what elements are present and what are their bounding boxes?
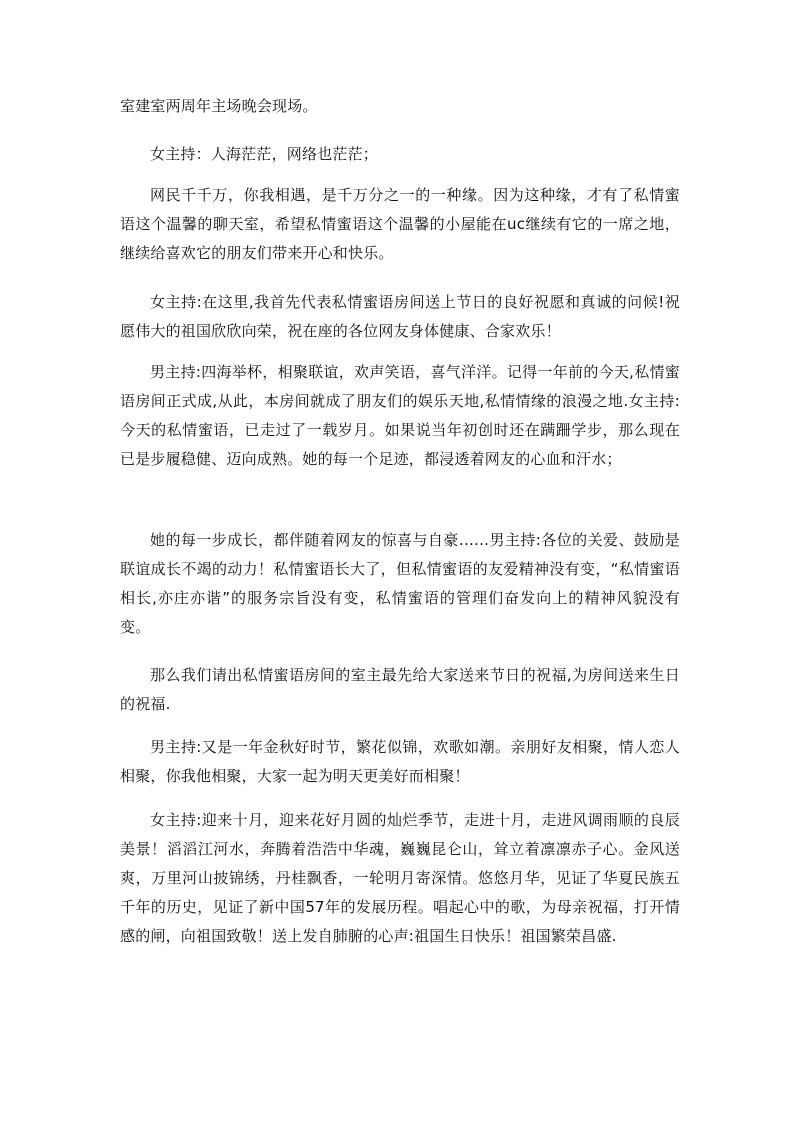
paragraph-room-owner: 那么我们请出私情蜜语房间的室主最先给大家送来节日的祝福,为房间送来生日的祝福. (120, 666, 680, 713)
paragraph-male-host-autumn: 男主持:又是一年金秋好时节，繁花似锦，欢歌如潮。亲朋好友相聚，情人恋人相聚，你我他相聚，大家一起为明天更美好而相聚！ (120, 738, 680, 785)
paragraph-male-host-toast: 男主持:四海举杯，相聚联谊，欢声笑语，喜气洋洋。记得一年前的今天,私情蜜语房间正式成,从此，本房间就成了朋友们的娱乐天地,私情情缘的浪漫之地.女主持:今天的私情蜜语，已走过了一载岁月。如果说当年初创时还在蹒跚学步，那么现在已是步履稳健、迈向成熟。她的每一个足迹，都浸透着网友的心血和汗水； (120, 363, 680, 468)
paragraph-female-host-greeting: 女主持:在这里,我首先代表私情蜜语房间送上节日的良好祝愿和真诚的问候!祝愿伟大的祖国欣欣向荣，祝在座的各位网友身体健康、合家欢乐！ (120, 293, 680, 340)
paragraph-netizens: 网民千千万，你我相遇，是千万分之一的一种缘。因为这种缘，才有了私情蜜语这个温馨的聊天室，希望私情蜜语这个温馨的小屋能在uc继续有它的一席之地，继续给喜欢它的朋友们带来开心和快乐。 (120, 186, 680, 262)
paragraph-continuation: 室建室两周年主场晚会现场。 (120, 97, 318, 115)
paragraph-female-host-intro: 女主持：人海茫茫，网络也茫茫； (150, 145, 379, 163)
paragraph-growth: 她的每一步成长，都伴随着网友的惊喜与自豪……男主持:各位的关爱、鼓励是联谊成长不竭的动力！私情蜜语长大了，但私情蜜语的友爱精神没有变，“私情蜜语相长,亦庄亦谐”的服务宗旨没有变，私情蜜语的管理们奋发向上的精神风貌没有变。 (120, 531, 680, 636)
paragraph-female-host-october: 女主持:迎来十月，迎来花好月圆的灿烂季节，走进十月，走进风调雨顺的良辰美景！滔滔江河水，奔腾着浩浩中华魂，巍巍昆仑山，耸立着凛凛赤子心。金风送爽，万里河山披锦绣，丹桂飘香，一轮明月寄深情。悠悠月华，见证了华夏民族五千年的历史，见证了新中国57年的发展历程。唱起心中的歌，为母亲祝福，打开情感的闸，向祖国致敬！送上发自肺腑的心声:祖国生日快乐！祖国繁荣昌盛. (120, 811, 680, 945)
